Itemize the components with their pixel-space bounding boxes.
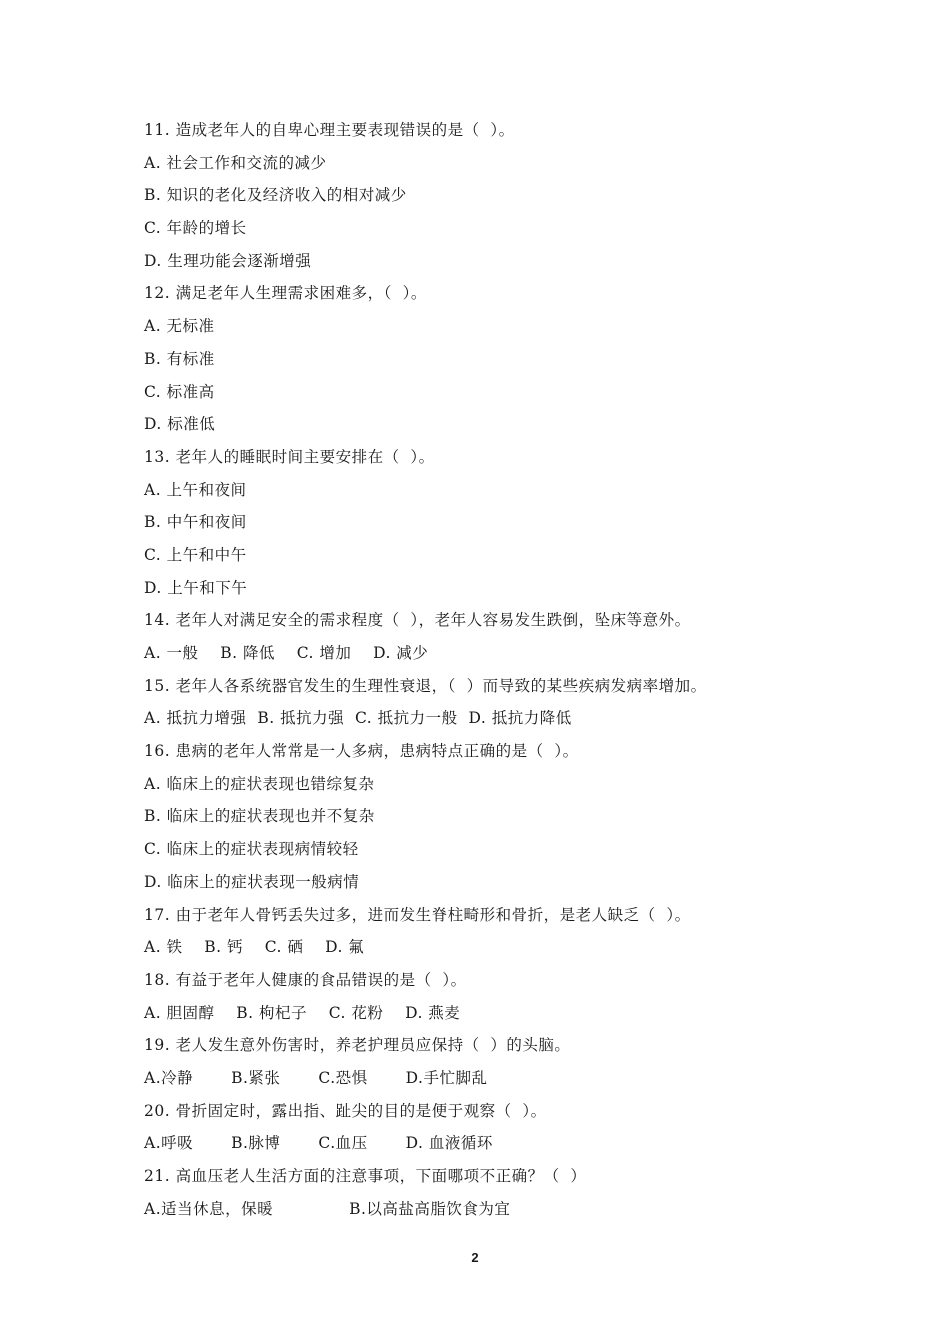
option-13-d: D. 上午和下午 xyxy=(144,578,248,597)
options-17: A. 铁 B. 钙 C. 硒 D. 氟 xyxy=(144,938,365,957)
option-16-a: A. 临床上的症状表现也错综复杂 xyxy=(144,774,375,793)
option-13-c: C. 上午和中午 xyxy=(144,545,247,564)
question-12: 12. 满足老年人生理需求困难多，（ ）。 xyxy=(144,284,427,303)
option-11-b: B. 知识的老化及经济收入的相对减少 xyxy=(144,186,407,205)
option-12-a: A. 无标准 xyxy=(144,317,215,336)
question-19: 19. 老人发生意外伤害时，养老护理员应保持（ ）的头脑。 xyxy=(144,1036,571,1055)
question-17: 17. 由于老年人骨钙丢失过多，进而发生脊柱畸形和骨折，是老人缺乏（ ）。 xyxy=(144,905,691,924)
option-11-a: A. 社会工作和交流的减少 xyxy=(144,153,327,172)
question-13: 13. 老年人的睡眠时间主要安排在（ ）。 xyxy=(144,447,435,466)
option-12-b: B. 有标准 xyxy=(144,349,215,368)
options-21-partial: A.适当休息，保暖 B.以高盐高脂饮食为宜 xyxy=(144,1199,511,1218)
option-13-a: A. 上午和夜间 xyxy=(144,480,247,499)
page-number: 2 xyxy=(471,1250,479,1265)
question-16: 16. 患病的老年人常常是一人多病，患病特点正确的是（ ）。 xyxy=(144,742,579,761)
question-14: 14. 老年人对满足安全的需求程度（ ），老年人容易发生跌倒，坠床等意外。 xyxy=(144,611,691,630)
option-16-d: D. 临床上的症状表现一般病情 xyxy=(144,872,360,891)
options-14: A. 一般 B. 降低 C. 增加 D. 减少 xyxy=(144,644,429,662)
options-18: A. 胆固醇 B. 枸杞子 C. 花粉 D. 燕麦 xyxy=(144,1003,461,1022)
option-16-b: B. 临床上的症状表现也并不复杂 xyxy=(144,807,375,826)
options-19: A.冷静 B.紧张 C.恐惧 D.手忙脚乱 xyxy=(144,1068,488,1087)
option-12-c: C. 标准高 xyxy=(144,382,215,401)
question-15: 15. 老年人各系统器官发生的生理性衰退，（ ）而导致的某些疾病发病率增加。 xyxy=(144,676,707,695)
option-16-c: C. 临床上的症状表现病情较轻 xyxy=(144,840,359,859)
question-list xyxy=(144,114,824,1225)
question-18: 18. 有益于老年人健康的食品错误的是（ ）。 xyxy=(144,970,467,989)
option-13-b: B. 中午和夜间 xyxy=(144,513,247,532)
options-20: A.呼吸 B.脉博 C.血压 D. 血液循环 xyxy=(144,1134,493,1153)
option-11-d: D. 生理功能会逐渐增强 xyxy=(144,251,312,270)
question-20: 20. 骨折固定时，露出指、趾尖的目的是便于观察（ ）。 xyxy=(144,1101,547,1120)
options-15: A. 抵抗力增强 B. 抵抗力强 C. 抵抗力一般 D. 抵抗力降低 xyxy=(144,709,572,728)
option-12-d: D. 标准低 xyxy=(144,415,216,434)
question-11: 11. 造成老年人的自卑心理主要表现错误的是（ ）。 xyxy=(144,121,515,139)
question-21: 21. 高血压老人生活方面的注意事项，下面哪项不正确？（ ） xyxy=(144,1167,587,1185)
option-11-c: C. 年龄的增长 xyxy=(144,219,247,238)
